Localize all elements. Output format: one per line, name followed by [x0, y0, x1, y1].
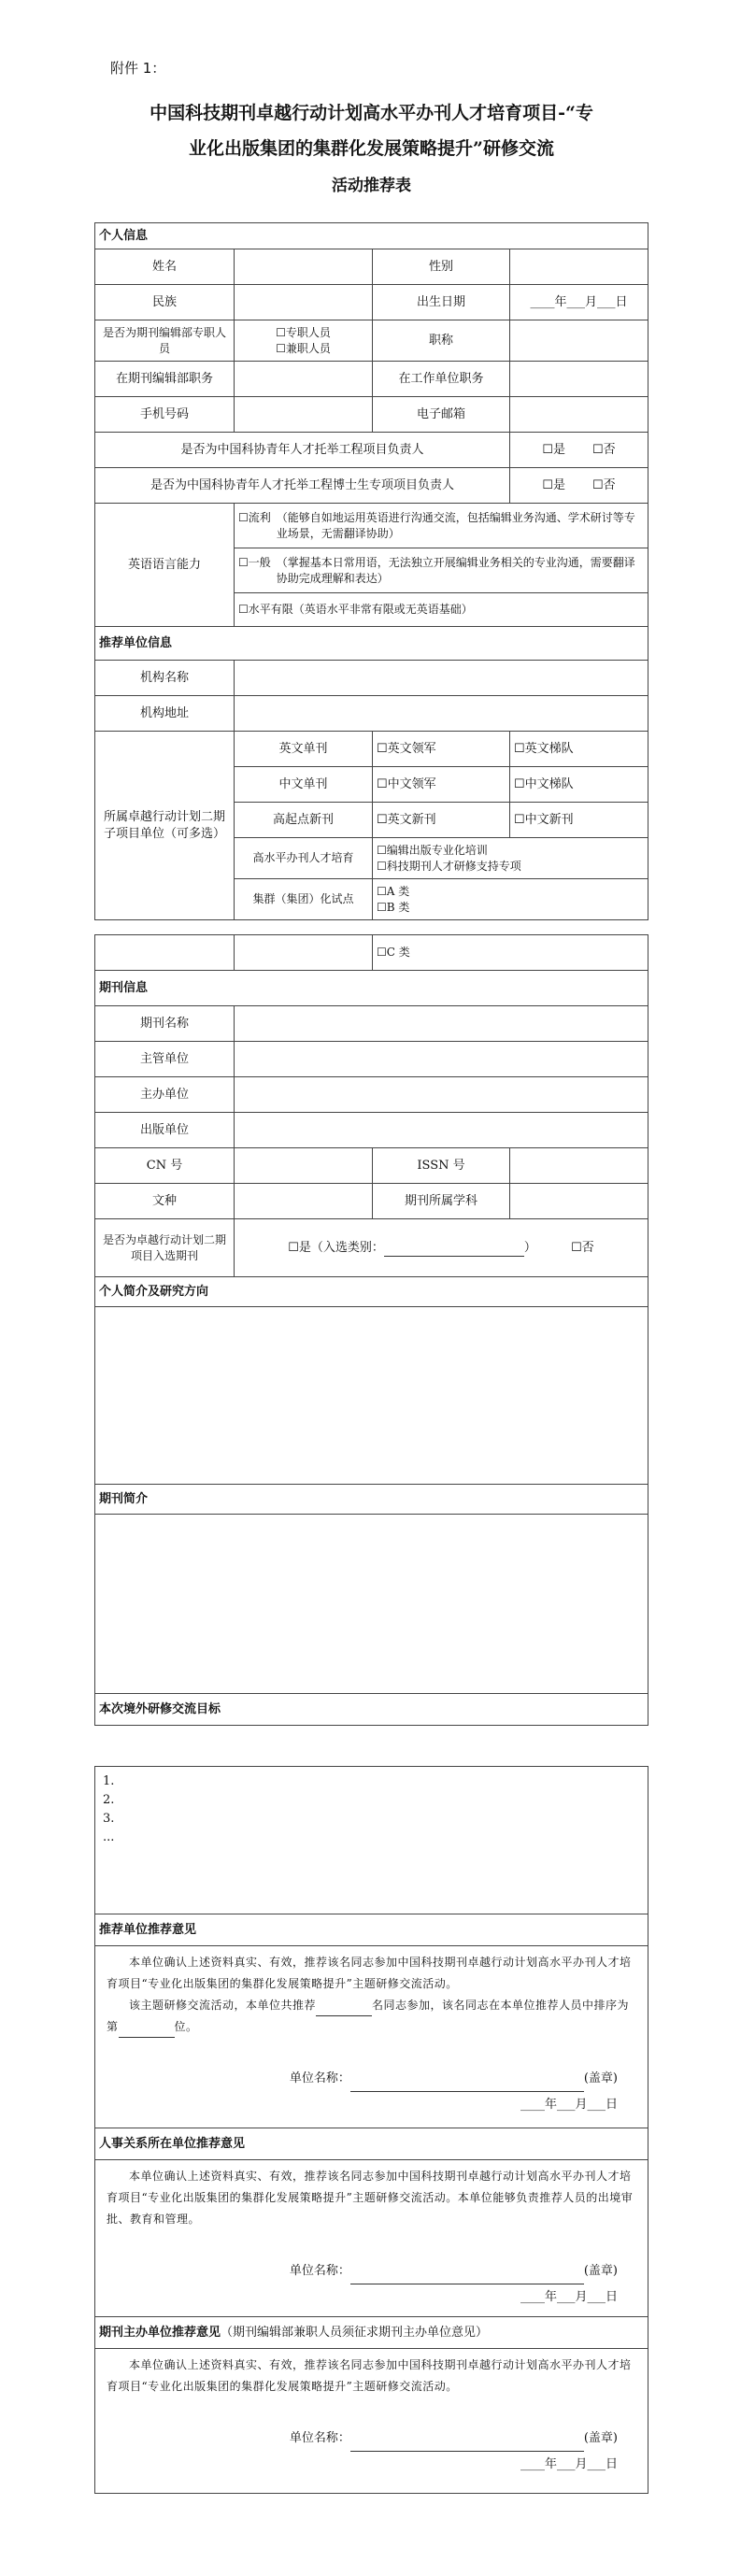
section-goal: 本次境外研修交流目标	[95, 1694, 648, 1726]
rec-unit-signature: 单位名称： (盖章)	[107, 2066, 636, 2092]
rec-unit-date[interactable]: ____年___月___日	[520, 2098, 618, 2112]
field-language[interactable]	[235, 1184, 373, 1219]
label-title: 职称	[373, 320, 510, 362]
label-birth: 出生日期	[373, 285, 510, 320]
label-name: 姓名	[95, 249, 235, 285]
section-personal: 个人信息	[95, 223, 648, 249]
field-email[interactable]	[510, 397, 648, 433]
field-intro[interactable]	[95, 1515, 648, 1694]
talent-options	[373, 838, 648, 879]
field-org-name[interactable]	[235, 661, 648, 696]
checkbox-phd-yes[interactable]: ☐是	[542, 477, 566, 492]
section-rec-host: 期刊主办单位推荐意见	[99, 2325, 221, 2340]
field-bio[interactable]	[95, 1307, 648, 1485]
label-editor-position: 在期刊编辑部职务	[95, 362, 235, 397]
checkbox-en-lead[interactable]: ☐英文领军	[373, 732, 510, 767]
label-journal-name: 期刊名称	[95, 1006, 235, 1042]
label-phd-project: 是否为中国科协青年人才托举工程博士生专项项目负责人	[95, 468, 510, 504]
label-org-addr: 机构地址	[95, 696, 235, 732]
label-english: 英语语言能力	[95, 504, 235, 627]
rec-unit-name-input[interactable]	[350, 2078, 584, 2092]
checkbox-cn-lead[interactable]: ☐中文领军	[373, 767, 510, 803]
field-selected	[235, 1219, 648, 1277]
label-publisher: 出版单位	[95, 1113, 235, 1148]
field-cn[interactable]	[235, 1148, 373, 1184]
rec-host-body	[95, 2349, 648, 2494]
label-cn: CN 号	[95, 1148, 235, 1184]
label-cn-single: 中文单刊	[235, 767, 373, 803]
label-selected: 是否为卓越行动计划二期项目入选期刊	[95, 1219, 235, 1277]
eng-fluent-desc: （能够自如地运用英语进行沟通交流，包括编辑业务沟通、学术研讨等专业场景，无需翻译协助）	[276, 510, 635, 540]
continued-blank-1	[95, 935, 235, 971]
label-cluster: 集群（集团）化试点	[235, 879, 373, 920]
checkbox-fulltime[interactable]: ☐专职人员	[276, 325, 331, 339]
rec-unit-para2: 该主题研修交流活动，本单位共推荐 名同志参加，该名同志在本单位推荐人员中排序为第 位。	[107, 1995, 636, 2038]
field-birth[interactable]: ____年___月___日	[510, 285, 648, 320]
label-issn: ISSN 号	[373, 1148, 510, 1184]
checkbox-eng-fluent[interactable]: ☐流利	[238, 510, 271, 524]
checkbox-talent-training[interactable]: ☐编辑出版专业化培训	[377, 843, 488, 857]
label-supervisor: 主管单位	[95, 1042, 235, 1077]
continued-blank-2	[235, 935, 373, 971]
label-email: 电子邮箱	[373, 397, 510, 433]
goal-item-3: 3.	[103, 1812, 115, 1826]
label-youth-project: 是否为中国科协青年人才托举工程项目负责人	[95, 433, 510, 468]
label-en-single: 英文单刊	[235, 732, 373, 767]
goal-item-4: ...	[103, 1830, 115, 1844]
checkbox-parttime[interactable]: ☐兼职人员	[276, 341, 331, 355]
rec-host-date[interactable]: ____年___月___日	[520, 2457, 618, 2471]
rec-unit-body	[95, 1946, 648, 2128]
rec-hr-signature: 单位名称： (盖章)	[107, 2258, 636, 2284]
checkbox-en-new[interactable]: ☐英文新刊	[373, 803, 510, 838]
label-discipline: 期刊所属学科	[373, 1184, 510, 1219]
field-phone[interactable]	[235, 397, 373, 433]
field-editor-type	[235, 320, 373, 362]
field-goal[interactable]	[95, 1767, 648, 1914]
label-gender: 性别	[373, 249, 510, 285]
label-talent: 高水平办刊人才培育	[235, 838, 373, 879]
field-youth-project	[510, 433, 648, 468]
checkbox-cluster-c[interactable]: ☐C 类	[373, 935, 648, 971]
english-fluent-row	[235, 504, 648, 548]
eng-normal-desc: （掌握基本日常用语，无法独立开展编辑业务相关的专业沟通，需要翻译协助完成理解和表达）	[276, 555, 635, 585]
section-journal: 期刊信息	[95, 971, 648, 1006]
label-language: 文种	[95, 1184, 235, 1219]
rec-hr-name-input[interactable]	[350, 2270, 584, 2284]
checkbox-selected-no[interactable]: ☐否	[571, 1240, 594, 1255]
title-line-1: 中国科技期刊卓越行动计划高水平办刊人才培育项目-“专	[150, 103, 593, 123]
attachment-label: 附件 1：	[110, 60, 166, 77]
checkbox-cn-ladder[interactable]: ☐中文梯队	[510, 767, 648, 803]
section-rec-host-note: （期刊编辑部兼职人员须征求期刊主办单位意见）	[221, 2325, 489, 2340]
checkbox-talent-research[interactable]: ☐科技期刊人才研修支持专项	[377, 859, 521, 873]
title-line-3: 活动推荐表	[332, 177, 411, 195]
field-org-addr[interactable]	[235, 696, 648, 732]
checkbox-cluster-b[interactable]: ☐B 类	[377, 900, 410, 914]
field-work-position[interactable]	[510, 362, 648, 397]
section-rec-hr: 人事关系所在单位推荐意见	[95, 2128, 648, 2160]
checkbox-cn-new[interactable]: ☐中文新刊	[510, 803, 648, 838]
checkbox-eng-limited[interactable]: ☐水平有限（英语水平非常有限或无英语基础）	[235, 593, 648, 627]
field-supervisor[interactable]	[235, 1042, 648, 1077]
field-phd-project	[510, 468, 648, 504]
field-editor-position[interactable]	[235, 362, 373, 397]
checkbox-youth-no[interactable]: ☐否	[591, 442, 616, 457]
label-project-unit: 所属卓越行动计划二期子项目单位（可多选）	[95, 732, 235, 920]
rec-host-signature: 单位名称： (盖章)	[107, 2426, 636, 2452]
field-publisher[interactable]	[235, 1113, 648, 1148]
section-intro: 期刊简介	[95, 1485, 648, 1515]
label-work-position: 在工作单位职务	[373, 362, 510, 397]
section-rec-unit: 推荐单位推荐意见	[95, 1914, 648, 1946]
label-phone: 手机号码	[95, 397, 235, 433]
field-journal-name[interactable]	[235, 1006, 648, 1042]
english-normal-row	[235, 548, 648, 593]
goal-item-1: 1.	[103, 1774, 115, 1788]
field-gender[interactable]	[510, 249, 648, 285]
recommendation-table	[94, 1766, 648, 2494]
rec-rank-input[interactable]	[119, 2024, 175, 2038]
section-unit: 推荐单位信息	[95, 627, 648, 661]
checkbox-cluster-a[interactable]: ☐A 类	[377, 884, 410, 898]
field-name[interactable]	[235, 249, 373, 285]
field-issn[interactable]	[510, 1148, 648, 1184]
selected-category-input[interactable]	[384, 1243, 524, 1257]
goal-item-2: 2.	[103, 1793, 115, 1807]
rec-count-input[interactable]	[316, 2002, 372, 2016]
checkbox-phd-no[interactable]: ☐否	[591, 477, 616, 492]
rec-hr-body	[95, 2160, 648, 2317]
field-sponsor[interactable]	[235, 1077, 648, 1113]
label-org-name: 机构名称	[95, 661, 235, 696]
rec-hr-date[interactable]: ____年___月___日	[520, 2290, 618, 2304]
section-rec-host-row	[95, 2317, 648, 2349]
personal-info-table	[94, 222, 648, 920]
checkbox-en-ladder[interactable]: ☐英文梯队	[510, 732, 648, 767]
rec-host-name-input[interactable]	[350, 2438, 584, 2452]
checkbox-youth-yes[interactable]: ☐是	[542, 442, 566, 457]
label-sponsor: 主办单位	[95, 1077, 235, 1113]
title-line-2: 业化出版集团的集群化发展策略提升”研修交流	[189, 138, 554, 159]
cluster-options	[373, 879, 648, 920]
label-is-editor: 是否为期刊编辑部专职人员	[95, 320, 235, 362]
label-ethnicity: 民族	[95, 285, 235, 320]
checkbox-selected-yes[interactable]: ☐是（入选类别：	[288, 1240, 384, 1255]
field-ethnicity[interactable]	[235, 285, 373, 320]
rec-host-para: 本单位确认上述资料真实、有效，推荐该名同志参加中国科技期刊卓越行动计划高水平办刊人才培育项目“专业化出版集团的集群化发展策略提升”主题研修交流活动。	[107, 2358, 632, 2393]
field-title[interactable]	[510, 320, 648, 362]
selected-yes-close: ）	[523, 1240, 536, 1255]
label-new-journal: 高起点新刊	[235, 803, 373, 838]
field-discipline[interactable]	[510, 1184, 648, 1219]
rec-unit-para1: 本单位确认上述资料真实、有效，推荐该名同志参加中国科技期刊卓越行动计划高水平办刊人才培育项目“专业化出版集团的集群化发展策略提升”主题研修交流活动。	[107, 1956, 632, 1990]
section-bio: 个人简介及研究方向	[95, 1277, 648, 1307]
checkbox-eng-normal[interactable]: ☐一般	[238, 555, 271, 569]
journal-info-table	[94, 934, 648, 1726]
rec-hr-para: 本单位确认上述资料真实、有效，推荐该名同志参加中国科技期刊卓越行动计划高水平办刊人才培育项目“专业化出版集团的集群化发展策略提升”主题研修交流活动。本单位能够负责推荐人员的出境审批、教育和管理。	[107, 2170, 634, 2226]
